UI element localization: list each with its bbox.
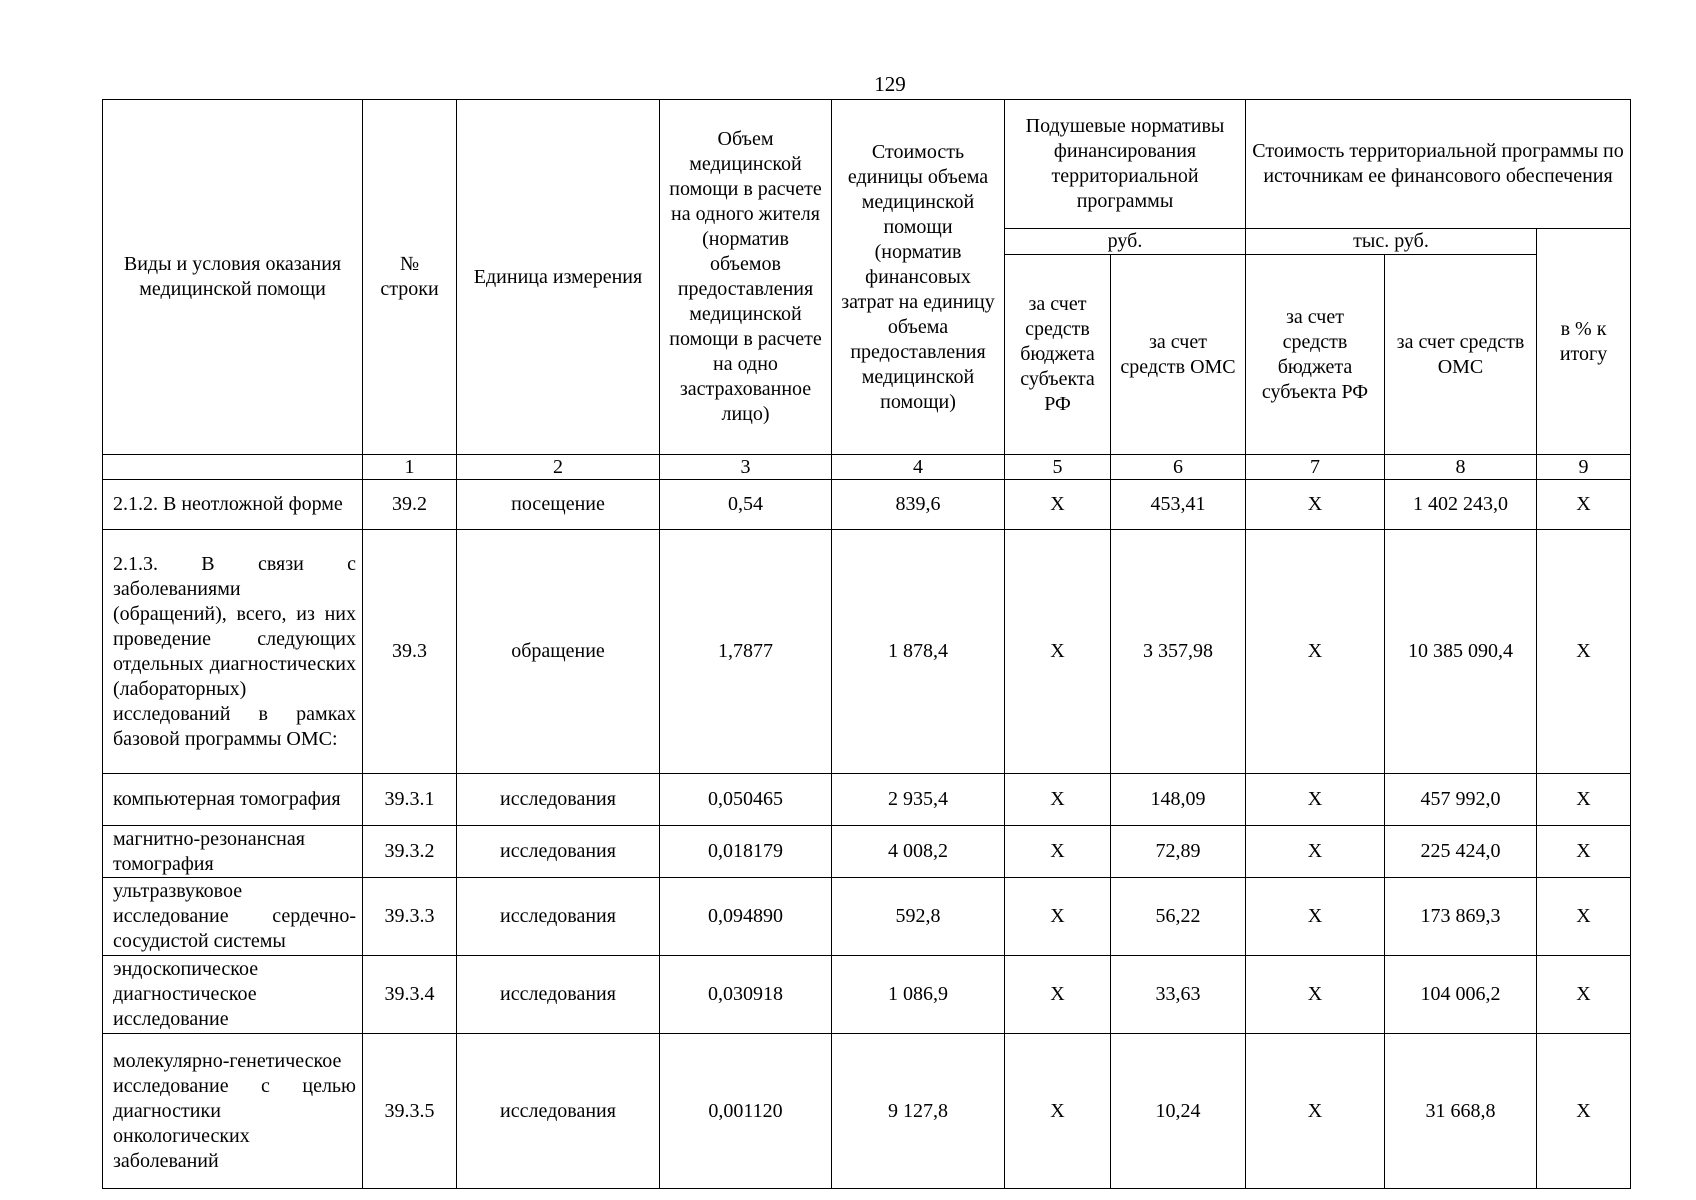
header-oms-thousand: за счет средств ОМС bbox=[1385, 255, 1537, 455]
row-budget-rub: X bbox=[1005, 480, 1111, 530]
row-number: 39.3.5 bbox=[363, 1034, 457, 1189]
row-budget-thousand: X bbox=[1246, 878, 1385, 956]
row-name: магнитно-резонансная томография bbox=[103, 826, 363, 878]
column-number: 8 bbox=[1385, 455, 1537, 480]
row-oms-thousand: 225 424,0 bbox=[1385, 826, 1537, 878]
row-percent: X bbox=[1537, 956, 1631, 1034]
row-percent: X bbox=[1537, 878, 1631, 956]
row-oms-thousand: 31 668,8 bbox=[1385, 1034, 1537, 1189]
row-unit: исследования bbox=[457, 956, 660, 1034]
row-budget-rub: X bbox=[1005, 530, 1111, 774]
header-oms-rub: за счет средств ОМС bbox=[1111, 255, 1246, 455]
financing-table bbox=[102, 99, 1631, 1189]
row-number: 39.3.2 bbox=[363, 826, 457, 878]
row-oms-rub: 33,63 bbox=[1111, 956, 1246, 1034]
table-row bbox=[103, 774, 1631, 826]
header-cost-unit: Стоимость единицы объема медицинской помощи (норматив финансовых затрат на единицу объема предоставления медицинской помощи) bbox=[832, 100, 1005, 455]
row-budget-thousand: X bbox=[1246, 956, 1385, 1034]
table-row bbox=[103, 956, 1631, 1034]
column-number: 7 bbox=[1246, 455, 1385, 480]
table-row bbox=[103, 1034, 1631, 1189]
row-cost: 1 086,9 bbox=[832, 956, 1005, 1034]
row-oms-rub: 453,41 bbox=[1111, 480, 1246, 530]
row-number: 39.3 bbox=[363, 530, 457, 774]
row-name: 2.1.3. В связи с заболеваниями (обращений), всего, из них проведение следующих отдельных диагностических (лабораторных) исследований в рамках базовой программы ОМС: bbox=[103, 530, 363, 774]
header-row-no: № строки bbox=[363, 100, 457, 455]
row-name: 2.1.2. В неотложной форме bbox=[103, 480, 363, 530]
row-budget-thousand: X bbox=[1246, 480, 1385, 530]
row-percent: X bbox=[1537, 826, 1631, 878]
row-percent: X bbox=[1537, 1034, 1631, 1189]
row-cost: 839,6 bbox=[832, 480, 1005, 530]
header-volume: Объем медицинской помощи в расчете на одного жителя (норматив объемов предоставления медицинской помощи в расчете на одно застрахованное лицо) bbox=[660, 100, 832, 455]
row-volume: 0,54 bbox=[660, 480, 832, 530]
row-oms-rub: 3 357,98 bbox=[1111, 530, 1246, 774]
row-volume: 0,030918 bbox=[660, 956, 832, 1034]
column-number-row bbox=[103, 455, 1631, 480]
table-row bbox=[103, 826, 1631, 878]
column-number: 3 bbox=[660, 455, 832, 480]
row-oms-thousand: 457 992,0 bbox=[1385, 774, 1537, 826]
row-percent: X bbox=[1537, 530, 1631, 774]
column-number: 6 bbox=[1111, 455, 1246, 480]
row-number: 39.3.1 bbox=[363, 774, 457, 826]
row-name: ультразвуковое исследование сердечно-сосудистой системы bbox=[103, 878, 363, 956]
column-number: 4 bbox=[832, 455, 1005, 480]
header-rub: руб. bbox=[1005, 229, 1246, 255]
column-number: 5 bbox=[1005, 455, 1111, 480]
row-number: 39.2 bbox=[363, 480, 457, 530]
header-budget-rub: за счет средств бюджета субъекта РФ bbox=[1005, 255, 1111, 455]
row-budget-thousand: X bbox=[1246, 774, 1385, 826]
header-thousand-rub: тыс. руб. bbox=[1246, 229, 1537, 255]
row-oms-rub: 148,09 bbox=[1111, 774, 1246, 826]
row-unit: обращение bbox=[457, 530, 660, 774]
row-cost: 9 127,8 bbox=[832, 1034, 1005, 1189]
header-row bbox=[103, 100, 1631, 229]
row-name: молекулярно-генетическое исследование с целью диагностики онкологических заболеваний bbox=[103, 1034, 363, 1189]
row-volume: 0,018179 bbox=[660, 826, 832, 878]
table-row bbox=[103, 878, 1631, 956]
row-name: эндоскопическое диагностическое исследование bbox=[103, 956, 363, 1034]
row-cost: 1 878,4 bbox=[832, 530, 1005, 774]
row-budget-rub: X bbox=[1005, 878, 1111, 956]
row-percent: X bbox=[1537, 774, 1631, 826]
row-percent: X bbox=[1537, 480, 1631, 530]
row-unit: исследования bbox=[457, 774, 660, 826]
row-oms-rub: 56,22 bbox=[1111, 878, 1246, 956]
row-volume: 0,094890 bbox=[660, 878, 832, 956]
row-oms-thousand: 104 006,2 bbox=[1385, 956, 1537, 1034]
header-kinds: Виды и условия оказания медицинской помощи bbox=[103, 100, 363, 455]
row-number: 39.3.4 bbox=[363, 956, 457, 1034]
header-budget-thousand: за счет средств бюджета субъекта РФ bbox=[1246, 255, 1385, 455]
column-number: 1 bbox=[363, 455, 457, 480]
row-budget-rub: X bbox=[1005, 774, 1111, 826]
header-percent: в % к итогу bbox=[1537, 229, 1631, 455]
table-row bbox=[103, 480, 1631, 530]
row-oms-thousand: 173 869,3 bbox=[1385, 878, 1537, 956]
row-oms-rub: 10,24 bbox=[1111, 1034, 1246, 1189]
row-oms-thousand: 10 385 090,4 bbox=[1385, 530, 1537, 774]
row-budget-rub: X bbox=[1005, 1034, 1111, 1189]
row-unit: исследования bbox=[457, 1034, 660, 1189]
column-number bbox=[103, 455, 363, 480]
row-unit: исследования bbox=[457, 826, 660, 878]
row-cost: 592,8 bbox=[832, 878, 1005, 956]
row-budget-rub: X bbox=[1005, 826, 1111, 878]
column-number: 9 bbox=[1537, 455, 1631, 480]
row-budget-rub: X bbox=[1005, 956, 1111, 1034]
row-number: 39.3.3 bbox=[363, 878, 457, 956]
header-per-capita: Подушевые нормативы финансирования территориальной программы bbox=[1005, 100, 1246, 229]
row-cost: 2 935,4 bbox=[832, 774, 1005, 826]
row-unit: исследования bbox=[457, 878, 660, 956]
header-unit: Единица измерения bbox=[457, 100, 660, 455]
page-number: 129 bbox=[874, 72, 906, 96]
row-name: компьютерная томография bbox=[103, 774, 363, 826]
row-volume: 1,7877 bbox=[660, 530, 832, 774]
row-oms-thousand: 1 402 243,0 bbox=[1385, 480, 1537, 530]
row-volume: 0,001120 bbox=[660, 1034, 832, 1189]
row-oms-rub: 72,89 bbox=[1111, 826, 1246, 878]
row-budget-thousand: X bbox=[1246, 826, 1385, 878]
table-row bbox=[103, 530, 1631, 774]
row-budget-thousand: X bbox=[1246, 1034, 1385, 1189]
row-unit: посещение bbox=[457, 480, 660, 530]
row-budget-thousand: X bbox=[1246, 530, 1385, 774]
header-program-cost: Стоимость территориальной программы по источникам ее финансового обеспечения bbox=[1246, 100, 1631, 229]
column-number: 2 bbox=[457, 455, 660, 480]
row-cost: 4 008,2 bbox=[832, 826, 1005, 878]
row-volume: 0,050465 bbox=[660, 774, 832, 826]
